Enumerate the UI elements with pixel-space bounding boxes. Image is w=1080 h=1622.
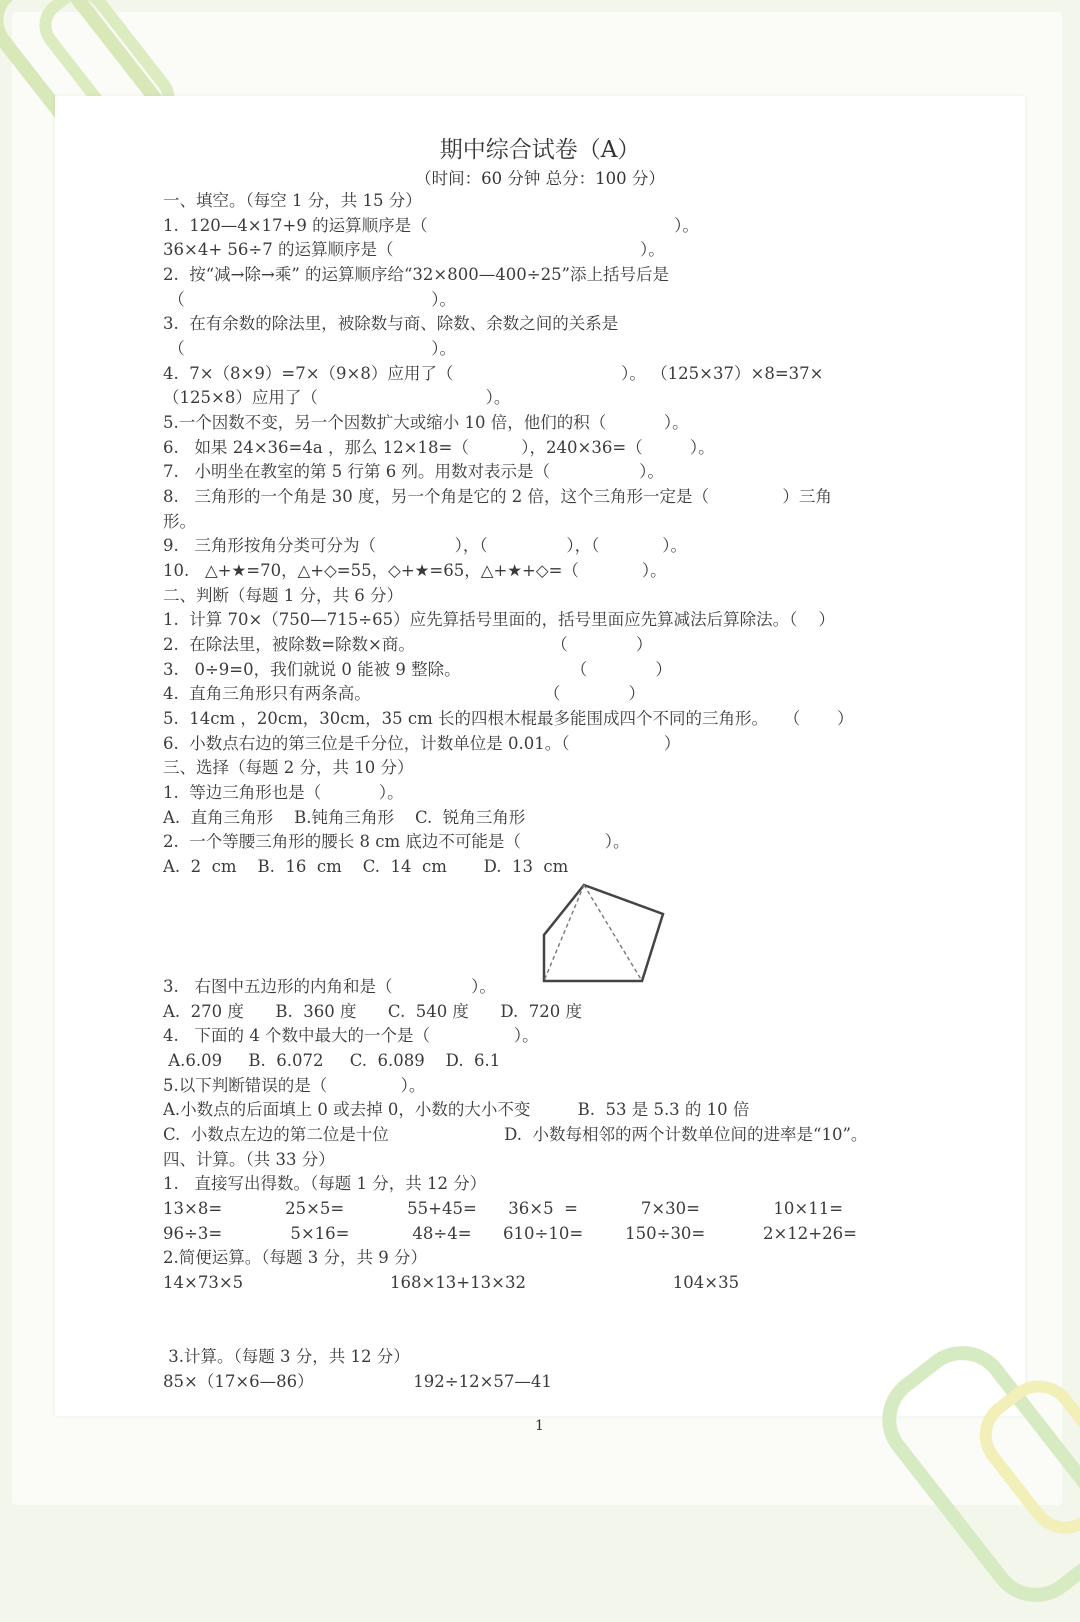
question-line: 13×8= 25×5= 55+45= 36×5 = 7×30= 10×11= [163,1199,844,1218]
question-line: 2. 在除法里，被除数=除数×商。 （ ） [163,635,653,654]
question-line: （ ）。 [163,290,457,309]
question-line: 2.简便运算。（每题 3 分，共 9 分） [163,1248,427,1267]
question-line: 8. 三角形的一个角是 30 度，另一个角是它的 2 倍，这个三角形一定是（ ）三角 [163,487,832,506]
question-line: 2. 一个等腰三角形的腰长 8 cm 底边不可能是（ ）。 [163,832,630,851]
question-line: 5. 14cm ，20cm，30cm，35 cm 长的四根木棍最多能围成四个不同的三角形。 （ ） [163,709,854,728]
question-line: A. 2 cm B. 16 cm C. 14 cm D. 13 cm [163,857,569,876]
exam-subtitle: （时间：60 分钟 总分：100 分） [415,169,665,188]
question-line: 形。 [163,512,196,531]
question-line: 5.一个因数不变，另一个因数扩大或缩小 10 倍，他们的积（ ）。 [163,413,689,432]
question-line: 3. 在有余数的除法里，被除数与商、除数、余数之间的关系是 [163,314,619,333]
question-line: 10. △+★=70，△+◇=55，◇+★=65，△+★+◇=（ ）。 [163,561,667,580]
question-line: （ ）。 [163,339,457,358]
question-line: 36×4+ 56÷7 的运算顺序是（ ）。 [163,240,665,259]
question-line: 96÷3= 5×16= 48÷4= 610÷10= 150÷30= 2×12+26= [163,1224,857,1243]
question-line: 一、填空。（每空 1 分，共 15 分） [163,191,422,210]
question-line: 9. 三角形按角分类可分为（ ），（ ），（ ）。 [163,536,688,555]
question-line: 4. 7×（8×9）=7×（9×8）应用了（ ）。 （125×37）×8=37× [163,364,824,383]
question-line: 4. 直角三角形只有两条高。 （ ） [163,684,645,703]
question-line: C. 小数点左边的第二位是十位 D. 小数每相邻的两个计数单位间的进率是“10”。 [163,1125,868,1144]
question-line: A. 270 度 B. 360 度 C. 540 度 D. 720 度 [163,1002,583,1021]
pentagon-figure [538,880,670,986]
question-line: A.6.09 B. 6.072 C. 6.089 D. 6.1 [163,1051,501,1070]
question-line: 3. 右图中五边形的内角和是（ ）。 [163,977,496,996]
question-line: 四、计算。（共 33 分） [163,1150,335,1169]
question-line: 1. 等边三角形也是（ ）。 [163,783,404,802]
question-line: 4. 下面的 4 个数中最大的一个是（ ）。 [163,1026,539,1045]
page-number: 1 [535,1418,544,1434]
question-line: 6. 小数点右边的第三位是千分位，计数单位是 0.01。（ ） [163,734,681,753]
exam-title: 期中综合试卷（A） [439,137,641,163]
question-line: 14×73×5 168×13+13×32 104×35 [163,1273,740,1292]
question-line: 三、选择（每题 2 分，共 10 分） [163,758,414,777]
question-line: 85×（17×6—86） 192÷12×57—41 [163,1372,552,1391]
question-line: 3. 0÷9=0，我们就说 0 能被 9 整除。 （ ） [163,660,672,679]
question-line: A. 直角三角形 B.钝角三角形 C. 锐角三角形 [163,808,526,827]
question-line: 5.以下判断错误的是（ ）。 [163,1076,426,1095]
question-line: 2. 按“减→除→乘” 的运算顺序给“32×800—400÷25”添上括号后是 [163,265,669,284]
question-line: 1. 直接写出得数。（每题 1 分，共 12 分） [163,1174,487,1193]
question-line: 6. 如果 24×36=4a ，那么 12×18=（ ），240×36=（ ）。 [163,438,715,457]
question-line: 二、判断（每题 1 分，共 6 分） [163,586,403,605]
question-line: 1. 120—4×17+9 的运算顺序是（ ）。 [163,216,699,235]
question-line: 7. 小明坐在教室的第 5 行第 6 列。用数对表示是（ ）。 [163,462,664,481]
question-line: （125×8）应用了（ ）。 [163,388,511,407]
question-line: A.小数点的后面填上 0 或去掉 0，小数的大小不变 B. 53 是 5.3 的 10 倍 [163,1100,750,1119]
question-line: 1. 计算 70×（750—715÷65）应先算括号里面的，括号里面应先算减法后算除法。（ ） [163,610,835,629]
question-line: 3.计算。（每题 3 分，共 12 分） [163,1347,410,1366]
